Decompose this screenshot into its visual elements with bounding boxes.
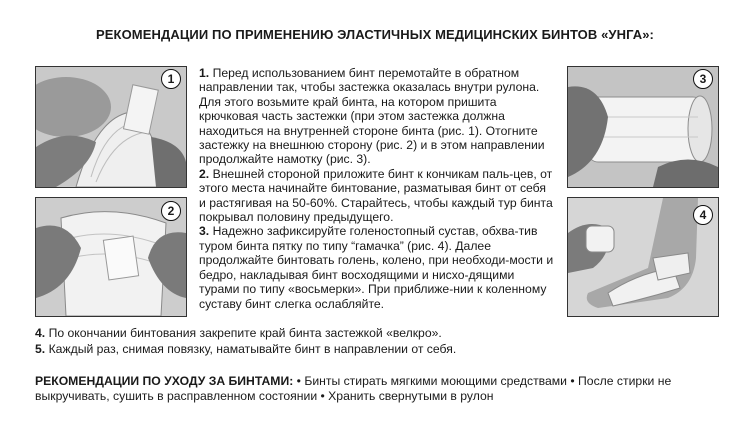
step-4 bbox=[35, 326, 442, 340]
care-text: • Бинты стирать мягкими моющими средствами • После стирки не выкручивать, сушить в расправленном состоянии • Хранить свернутыми в рулон bbox=[35, 374, 672, 403]
step-number: 2. bbox=[199, 166, 210, 181]
step-number: 1. bbox=[199, 66, 210, 80]
figure-1-number: 1 bbox=[161, 69, 181, 89]
care-section bbox=[35, 374, 725, 404]
figure-2-number: 2 bbox=[161, 201, 181, 221]
step-text: Перед использованием бинт перемотайте в обратном направлении так, чтобы застежка оказалась внутри рулона. Для этого возьмите край бинта, на котором пришита крючковая часть застежки (при этом застежка должна находиться на внутренней стороне бинта (рис. 1). Отогните застежку на внешнюю сторону (рис. 2) и в этом направлении продолжайте намотку (рис. 3). bbox=[199, 66, 545, 167]
page-title: РЕКОМЕНДАЦИИ ПО ПРИМЕНЕНИЮ ЭЛАСТИЧНЫХ МЕДИЦИНСКИХ БИНТОВ «УНГА»: bbox=[96, 27, 654, 42]
step-number: 4. bbox=[35, 326, 46, 340]
step-text: По окончании бинтования закрепите край бинта застежкой «велкро». bbox=[48, 326, 442, 340]
step-text: Внешней стороной приложите бинт к кончикам паль-цев, от этого места начинайте бинтование, разматывая бинт от себя и растягивая на 50-60%. Старайтесь, чтобы каждый тур бинта покрывал половину предыдущего. bbox=[199, 166, 553, 225]
instructions-column bbox=[199, 66, 554, 311]
step-3 bbox=[199, 224, 554, 310]
step-text: Каждый раз, снимая повязку, наматывайте бинт в направлении от себя. bbox=[48, 342, 457, 356]
figure-4-number: 4 bbox=[693, 205, 713, 225]
step-5 bbox=[35, 342, 456, 356]
care-heading: РЕКОМЕНДАЦИИ ПО УХОДУ ЗА БИНТАМИ: bbox=[35, 374, 294, 388]
figure-3-number: 3 bbox=[693, 69, 713, 89]
step-2 bbox=[199, 167, 554, 225]
step-number: 3. bbox=[199, 224, 210, 239]
step-number: 5. bbox=[35, 342, 46, 356]
step-1 bbox=[199, 66, 554, 167]
step-text: Надежно зафиксируйте голеностопный сустав, обхва-тив туром бинта пятку по типу “гамачка” (рис. 4). Далее продолжайте бинтовать голень, колено, при необходи-мости и бедро, накладывая бинт восходящими и нисхо-дящими турами по типу «восьмерки». При приближе-нии к коленному суставу бинт слегка ослабляйте. bbox=[199, 224, 554, 311]
